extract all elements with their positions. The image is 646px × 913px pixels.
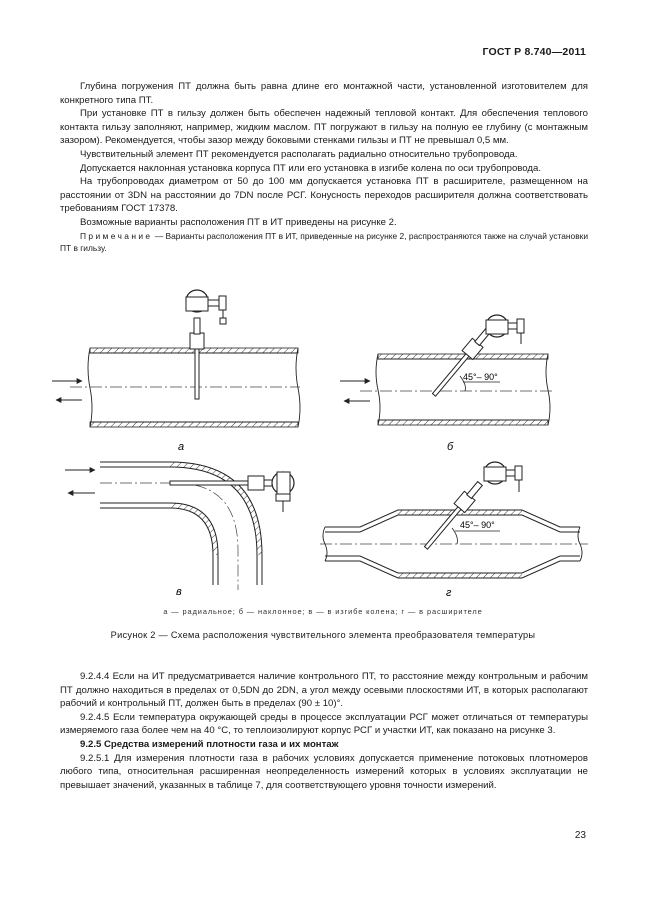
angle-label-g: 45°– 90° — [460, 520, 495, 530]
page-number: 23 — [574, 830, 586, 841]
paragraph: Глубина погружения ПТ должна быть равна длине его монтажной части, установленной изготовителем для конкретного типа ПТ. — [60, 81, 588, 106]
top-text — [60, 80, 588, 254]
angle-label-b: 45°– 90° — [463, 372, 498, 382]
panel-v-elbow — [65, 462, 294, 590]
panel-b-inclined — [340, 315, 552, 425]
paragraph: 9.2.4.4 Если на ИТ предусматривается наличие контрольного ПТ, то расстояние между контрольным и рабочим ПТ должно находиться в пределах от 0,5DN до 2DN, а угол между осевыми плоскостями ИТ, в которых располагают рабочий и контрольный ПТ, должен быть в пределах (90 ± 10)°. — [60, 671, 588, 710]
paragraph: При установке ПТ в гильзу должен быть обеспечен надежный тепловой контакт. Для обеспечения теплового контакта гильзу заполняют, например, жидким маслом. ПТ погружают в гильзу на полную ее глубину (с монтажным зазором). Рекомендуется, чтобы зазор между боковыми стенками гильзы и ПТ не превышал 0,5 мм. — [60, 108, 588, 147]
bottom-text — [60, 670, 588, 792]
panel-g-expander — [320, 462, 588, 578]
paragraph: 9.2.5.1 Для измерения плотности газа в рабочих условиях допускается применение потоковых плотномеров любого типа, относительная расширенная неопределенность измерений которых в условиях эксплуатации не превышает значений, указанных в таблице 7, для соответствующего уровня точности измерений. — [60, 752, 588, 791]
paragraph: Возможные варианты расположения ПТ в ИТ приведены на рисунке 2. — [80, 216, 397, 228]
note — [60, 230, 588, 254]
figure-caption: Рисунок 2 — Схема расположения чувствительного элемента преобразователя температуры — [110, 630, 536, 640]
note-text: — Варианты расположения ПТ в ИТ, приведенные на рисунке 2, распространяются также на случай установки ПТ в гильзу. — [60, 230, 588, 253]
panel-label-v: в — [176, 586, 182, 598]
document-code: ГОСТ Р 8.740—2011 — [482, 46, 586, 58]
panel-a-radial — [52, 290, 300, 427]
paragraph: Допускается наклонная установка корпуса ПТ или его установка в изгибе колена по оси трубопровода. — [80, 162, 541, 174]
figure-2-diagram — [0, 278, 646, 603]
note-label: Примечание — [80, 230, 153, 241]
figure-legend: а — радиальное; б — наклонное; в — в изгибе колена; г — в расширителе — [163, 607, 483, 616]
panel-label-a: а — [178, 441, 185, 453]
panel-label-b: б — [447, 441, 454, 453]
section-title: 9.2.5 Средства измерений плотности газа и их монтаж — [80, 738, 339, 750]
paragraph: На трубопроводах диаметром от 50 до 100 мм допускается установка ПТ в расширителе, размещенном на расстоянии от 3DN на расстоянии до 7DN после РСГ. Конусность переходов расширителя должна соответствовать требованиям ГОСТ 17378. — [60, 176, 588, 215]
panel-label-g: г — [446, 587, 452, 599]
paragraph: Чувствительный элемент ПТ рекомендуется располагать радиально относительно трубопровода. — [80, 148, 518, 160]
paragraph: 9.2.4.5 Если температура окружающей среды в процессе эксплуатации РСГ может отличаться от температуры измеряемого газа более чем на 40 °С, то теплоизолируют корпус РСГ и участки ИТ, как показано на рисунке 3. — [60, 711, 588, 737]
